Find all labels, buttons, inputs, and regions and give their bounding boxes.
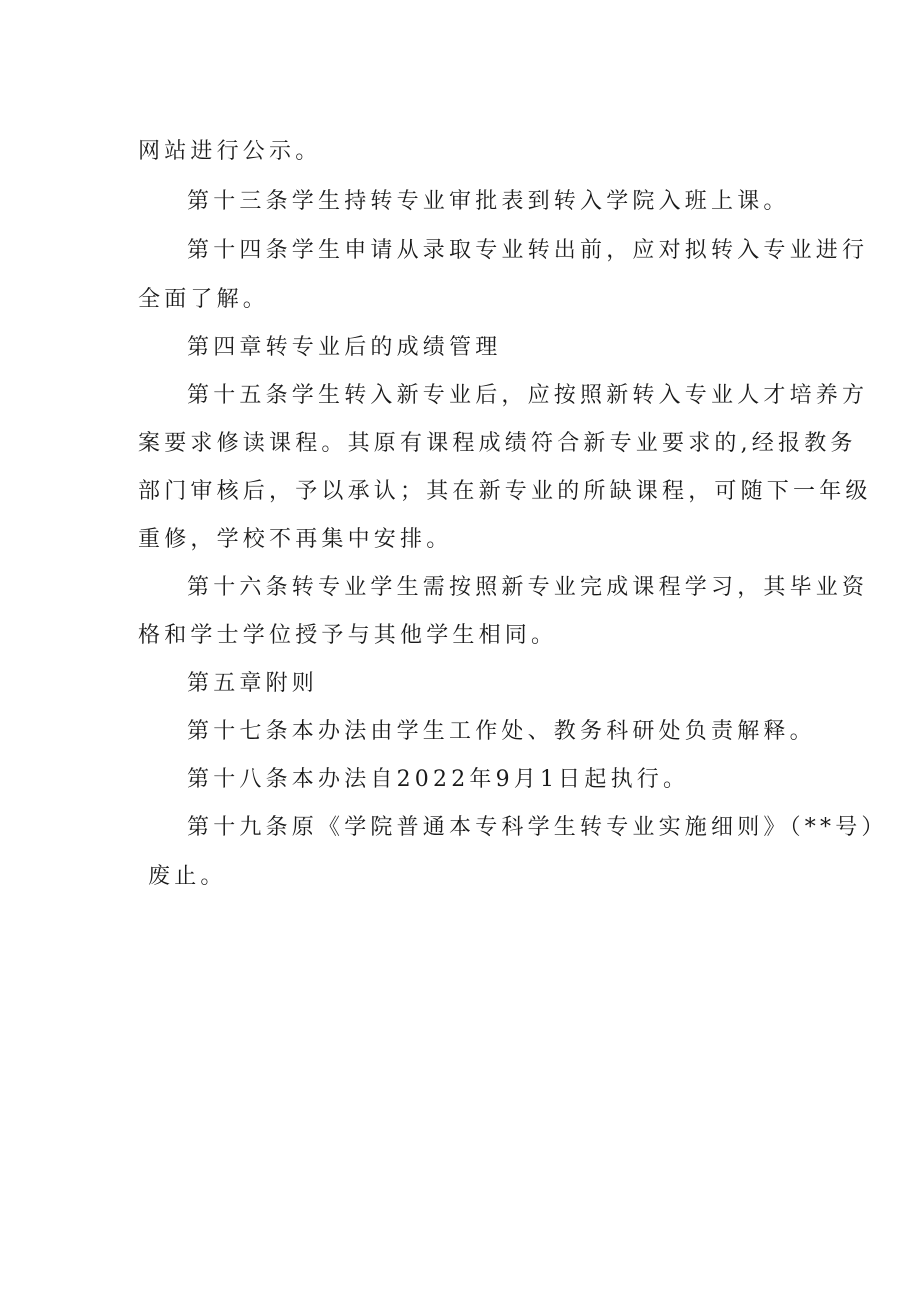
text-line: 全面了解。 <box>138 287 270 312</box>
chapter-heading: 第四章转专业后的成绩管理 <box>187 335 502 360</box>
text-line: 格和学士学位授予与其他学生相同。 <box>138 623 558 648</box>
chapter-heading: 第五章附则 <box>187 671 319 696</box>
text-line: 案要求修读课程。其原有课程成绩符合新专业要求的,经报教务 <box>138 431 857 456</box>
text-line: 重修，学校不再集中安排。 <box>138 527 453 552</box>
text-line: 第十五条学生转入新专业后，应按照新转入专业人才培养方 <box>187 383 869 408</box>
text-line: 第十七条本办法由学生工作处、教务科研处负责解释。 <box>187 719 816 744</box>
text-line: 部门审核后，予以承认；其在新专业的所缺课程，可随下一年级 <box>138 479 872 504</box>
text-line: 第十四条学生申请从录取专业转出前，应对拟转入专业进行 <box>187 238 869 263</box>
text-line: 第十八条本办法自2022年9月1日起执行。 <box>187 767 690 792</box>
text-line: 第十九条原《学院普通本专科学生转专业实施细则》（**号） <box>187 815 888 840</box>
text-line: 第十六条转专业学生需按照新专业完成课程学习，其毕业资 <box>187 575 869 600</box>
text-line: 废止。 <box>148 864 227 889</box>
text-line: 网站进行公示。 <box>138 139 322 164</box>
text-line: 第十三条学生持转专业审批表到转入学院入班上课。 <box>187 189 790 214</box>
